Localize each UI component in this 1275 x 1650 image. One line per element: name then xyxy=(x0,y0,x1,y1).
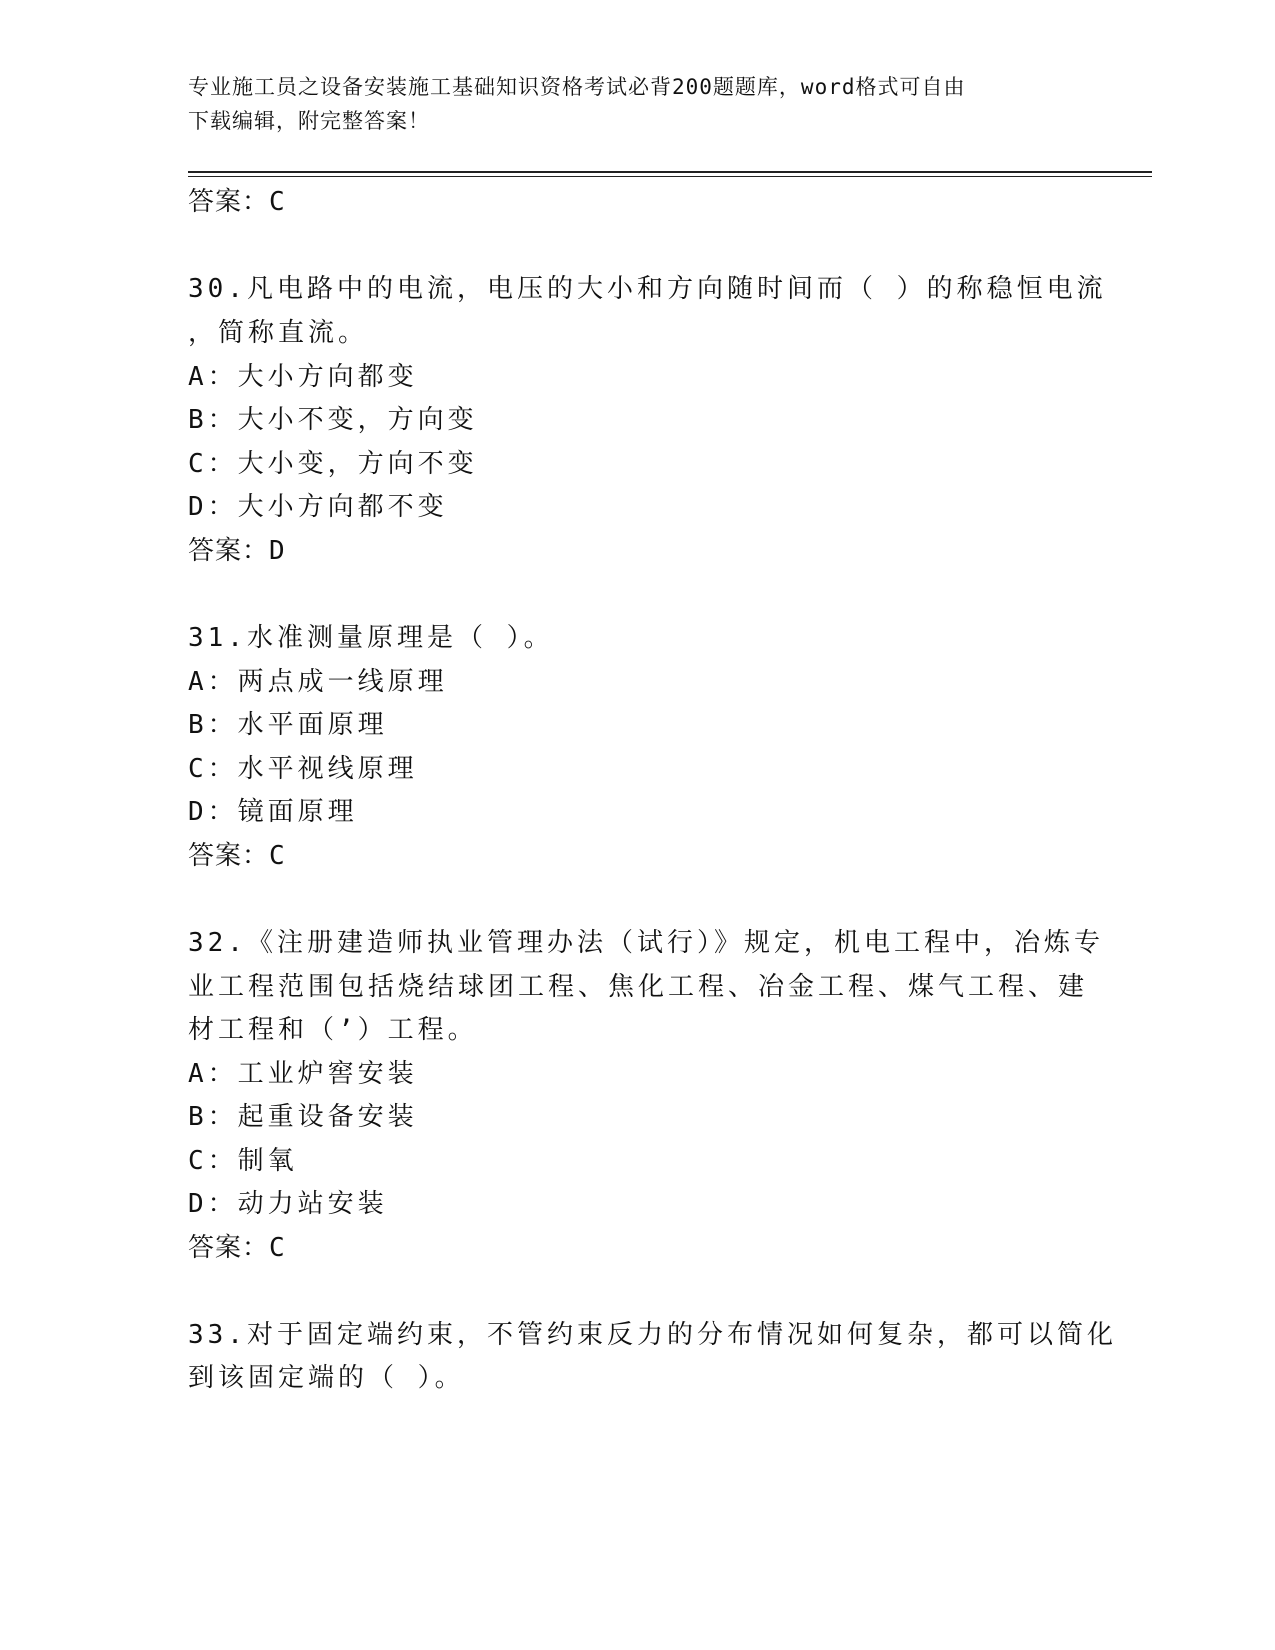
option-d: D：大小方向都不变 xyxy=(188,492,448,522)
option-a: A：工业炉窖安装 xyxy=(188,1059,418,1089)
question-stem-line: 材工程和（’）工程。 xyxy=(188,1015,478,1045)
answer-label: 答案： xyxy=(188,841,270,871)
question-stem-line: 31.水准测量原理是（ ）。 xyxy=(188,623,554,653)
header-divider-bottom xyxy=(188,176,1152,177)
header-title-line-2: 下载编辑，附完整答案！ xyxy=(188,109,430,133)
option-d: D：动力站安装 xyxy=(188,1189,388,1219)
answer-line xyxy=(188,531,286,571)
answer-line xyxy=(188,836,286,876)
answer-label: 答案： xyxy=(188,1233,270,1263)
option-c: C：水平视线原理 xyxy=(188,754,418,784)
answer-value: D xyxy=(269,536,286,566)
answer-label: 答案： xyxy=(188,187,270,217)
answer-value: C xyxy=(269,1233,286,1263)
question-stem-line: 到该固定端的（ ）。 xyxy=(188,1363,465,1393)
option-a: A：两点成一线原理 xyxy=(188,667,448,697)
question-stem-line: 30.凡电路中的电流，电压的大小和方向随时间而（ ）的称稳恒电流 xyxy=(188,274,1107,304)
question-stem-line: 32.《注册建造师执业管理办法（试行）》规定，机电工程中，冶炼专 xyxy=(188,928,1104,958)
question-stem-line: 业工程范围包括烧结球团工程、焦化工程、冶金工程、煤气工程、建 xyxy=(188,972,1089,1002)
option-a: A：大小方向都变 xyxy=(188,362,418,392)
option-b: B：起重设备安装 xyxy=(188,1102,418,1132)
option-b: B：水平面原理 xyxy=(188,710,388,740)
option-c: C：大小变，方向不变 xyxy=(188,449,478,479)
answer-value: C xyxy=(269,841,286,871)
option-b: B：大小不变，方向变 xyxy=(188,405,478,435)
answer-line xyxy=(188,182,286,222)
option-d: D：镜面原理 xyxy=(188,797,358,827)
option-c: C：制氧 xyxy=(188,1146,298,1176)
question-stem-line: ，简称直流。 xyxy=(188,318,369,348)
answer-value: C xyxy=(269,187,286,217)
header-title-line-1: 专业施工员之设备安装施工基础知识资格考试必背200题题库，word格式可自由 xyxy=(188,75,966,99)
answer-line xyxy=(188,1228,286,1268)
answer-label: 答案： xyxy=(188,536,270,566)
question-stem-line: 33.对于固定端约束，不管约束反力的分布情况如何复杂，都可以简化 xyxy=(188,1320,1117,1350)
header-divider-top xyxy=(188,171,1152,173)
